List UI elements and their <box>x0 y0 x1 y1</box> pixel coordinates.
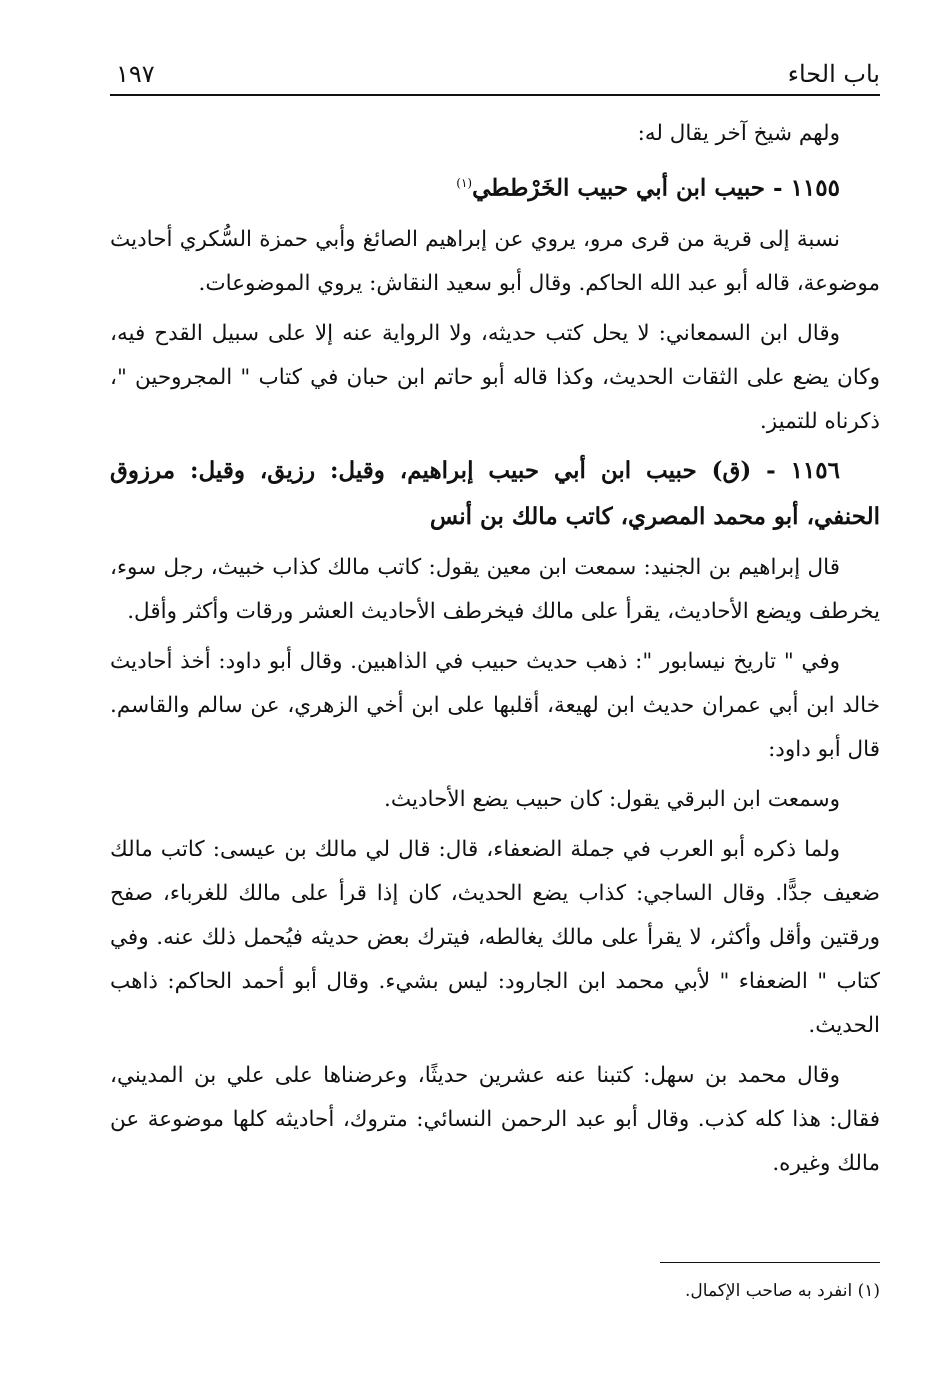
paragraph-1156-nishapur: وفي " تاريخ نيسابور ": ذهب حديث حبيب في الذاهبين. وقال أبو داود: أخذ أحاديث خالد ابن أبي عمران حديث ابن لهيعة، أقلبها على ابن أخي الزهري، عن سالم والقاسم. قال أبو داود: <box>110 648 880 762</box>
footnote-divider <box>660 1262 880 1263</box>
paragraph-1156-junaid: قال إبراهيم بن الجنيد: سمعت ابن معين يقول: كاتب مالك كذاب خبيث، رجل سوء، يخرطف ويضع الأحاديث، يقرأ على مالك فيخرطف الأحاديث العشر ورقات وأكثر وأقل. <box>110 554 880 624</box>
footnote: (١) انفرد به صاحب الإكمال. <box>685 1281 880 1301</box>
paragraph-1155-samani: وقال ابن السمعاني: لا يحل كتب حديثه، ولا الرواية عنه إلا على سبيل القدح فيه، وكان يضع على الثقات الحديث، وكذا قاله أبو حاتم ابن حبان في كتاب " المجروحين "، ذكرناه للتميز. <box>110 320 880 434</box>
paragraph-intro: ولهم شيخ آخر يقال له: <box>637 121 840 146</box>
footnote-reference: (١) <box>456 176 473 190</box>
entry-title-1155 <box>110 160 880 212</box>
paragraph-1156-muhammad-bin-sahl: وقال محمد بن سهل: كتبنا عنه عشرين حديثًا، وعرضناها على علي بن المديني، فقال: هذا كله كذب. وقال أبو عبد الرحمن النسائي: متروك، أحاديثه كلها موضوعة عن مالك وغيره. <box>110 1062 880 1176</box>
running-title: باب الحاء <box>787 60 880 88</box>
paragraph-1156-barqi: وسمعت ابن البرقي يقول: كان حبيب يضع الأحاديث. <box>384 786 840 812</box>
paragraph-1156-abu-al-arab: ولما ذكره أبو العرب في جملة الضعفاء، قال: قال لي مالك بن عيسى: كاتب مالك ضعيف جدًّا. وقال الساجي: كذاب يضع الحديث، كان إذا قرأ على مالك للغرباء، صفح ورقتين وأقل وأكثر، لا يقرأ على مالك يغالطه، فيترك بعض حديثه فيُحمل ذلك عنه. وفي كتاب " الضعفاء " لأبي محمد ابن الجارود: ليس بشيء. وقال أبو أحمد الحاكم: ذاهب الحديث. <box>110 836 880 1038</box>
page-number: ١٩٧ <box>116 60 155 88</box>
page-header <box>110 58 880 96</box>
entry-title-1156: ١١٥٦ - (ق) حبيب ابن أبي حبيب إبراهيم، وقيل: رزيق، وقيل: مرزوق الحنفي، أبو محمد المصري، كاتب مالك بن أنس <box>110 456 880 530</box>
page-body <box>110 112 880 1186</box>
entry-title-1155-text: ١١٥٥ - حبيب ابن أبي حبيب الخَرْططي <box>472 174 840 202</box>
paragraph-1155-origin: نسبة إلى قرية من قرى مرو، يروي عن إبراهيم الصائغ وأبي حمزة السُّكري أحاديث موضوعة، قاله أبو عبد الله الحاكم. وقال أبو سعيد النقاش: يروي الموضوعات. <box>110 226 880 296</box>
